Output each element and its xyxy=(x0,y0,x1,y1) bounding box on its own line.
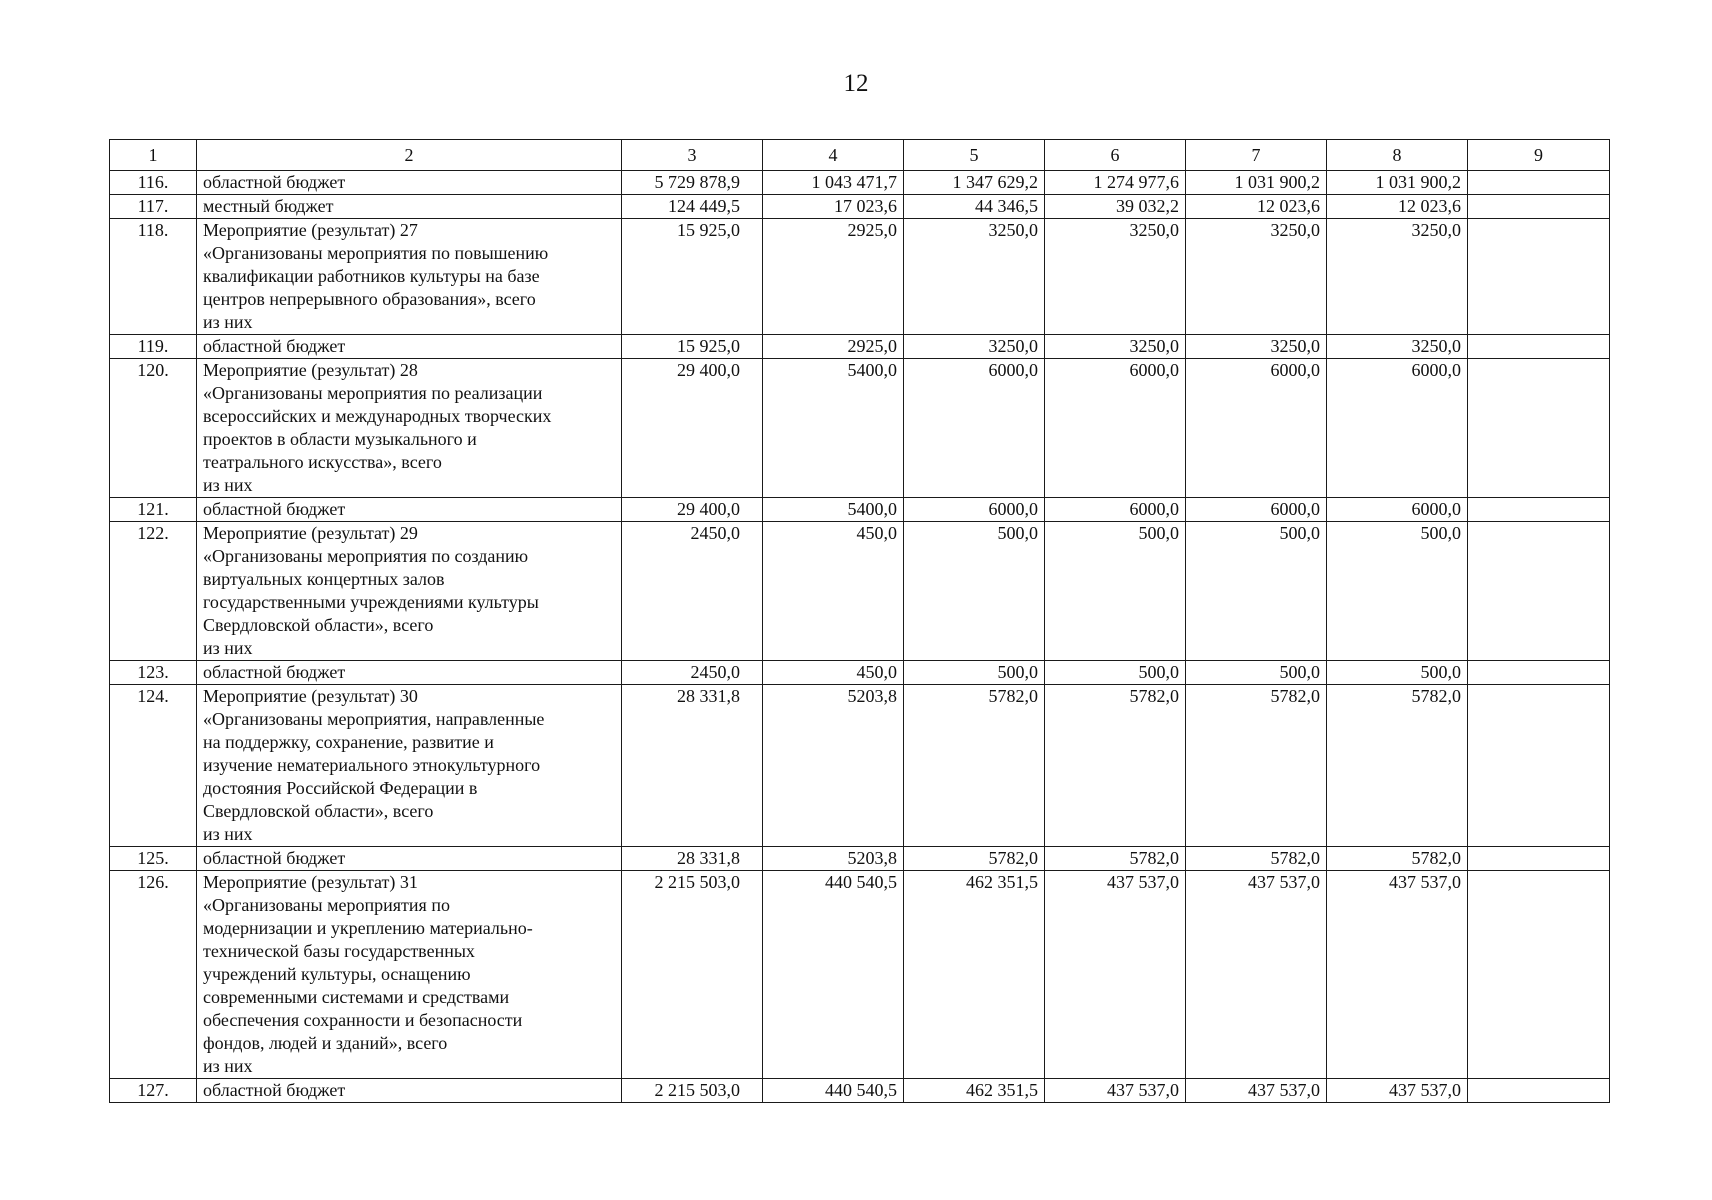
page-number: 12 xyxy=(843,70,869,97)
table-row xyxy=(110,359,1610,498)
description-line: из них xyxy=(203,638,253,658)
row-number: 127. xyxy=(110,1079,197,1103)
value-cell-col-8: 6000,0 xyxy=(1327,359,1468,498)
value-cell-col-7: 500,0 xyxy=(1186,661,1327,685)
table-row xyxy=(110,1079,1610,1103)
value-cell-col-8: 5782,0 xyxy=(1327,685,1468,847)
description-line: Мероприятие (результат) 31 xyxy=(203,872,418,892)
value-cell-col-7: 6000,0 xyxy=(1186,359,1327,498)
value-cell-col-5: 462 351,5 xyxy=(904,871,1045,1079)
value-cell-col-8: 500,0 xyxy=(1327,522,1468,661)
value-cell-col-9 xyxy=(1468,359,1610,498)
description-line: областной бюджет xyxy=(203,1080,346,1100)
description-line: изучение нематериального этнокультурного xyxy=(203,755,541,775)
table-body xyxy=(110,171,1610,1103)
row-description xyxy=(197,359,622,498)
description-line: «Организованы мероприятия по созданию xyxy=(203,546,529,566)
value-cell-col-4: 5203,8 xyxy=(763,685,904,847)
row-description xyxy=(197,522,622,661)
row-description xyxy=(197,685,622,847)
column-header: 7 xyxy=(1186,140,1327,171)
value-cell-col-6: 437 537,0 xyxy=(1045,1079,1186,1103)
table-row xyxy=(110,195,1610,219)
value-cell-col-6: 5782,0 xyxy=(1045,685,1186,847)
value-cell-col-5: 6000,0 xyxy=(904,498,1045,522)
description-line: Мероприятие (результат) 27 xyxy=(203,220,418,240)
description-line: современными системами и средствами xyxy=(203,987,510,1007)
description-line: местный бюджет xyxy=(203,196,334,216)
value-cell-col-7: 437 537,0 xyxy=(1186,871,1327,1079)
row-number: 117. xyxy=(110,195,197,219)
value-cell-col-4: 17 023,6 xyxy=(763,195,904,219)
value-cell-col-3: 29 400,0 xyxy=(622,498,763,522)
column-header: 4 xyxy=(763,140,904,171)
value-cell-col-3: 15 925,0 xyxy=(622,335,763,359)
description-line: учреждений культуры, оснащению xyxy=(203,964,471,984)
value-cell-col-6: 3250,0 xyxy=(1045,219,1186,335)
column-header: 1 xyxy=(110,140,197,171)
value-cell-col-3: 2450,0 xyxy=(622,522,763,661)
value-cell-col-5: 1 347 629,2 xyxy=(904,171,1045,195)
value-cell-col-6: 437 537,0 xyxy=(1045,871,1186,1079)
value-cell-col-3: 29 400,0 xyxy=(622,359,763,498)
value-cell-col-4: 2925,0 xyxy=(763,219,904,335)
row-number: 118. xyxy=(110,219,197,335)
row-description xyxy=(197,498,622,522)
value-cell-col-7: 3250,0 xyxy=(1186,219,1327,335)
value-cell-col-6: 500,0 xyxy=(1045,661,1186,685)
description-line: из них xyxy=(203,1056,253,1076)
description-line: всероссийских и международных творческих xyxy=(203,406,552,426)
value-cell-col-5: 5782,0 xyxy=(904,847,1045,871)
column-header: 2 xyxy=(197,140,622,171)
description-line: из них xyxy=(203,824,253,844)
description-line: на поддержку, сохранение, развитие и xyxy=(203,732,494,752)
description-line: областной бюджет xyxy=(203,172,346,192)
value-cell-col-8: 12 023,6 xyxy=(1327,195,1468,219)
table-row xyxy=(110,335,1610,359)
value-cell-col-4: 1 043 471,7 xyxy=(763,171,904,195)
value-cell-col-6: 39 032,2 xyxy=(1045,195,1186,219)
value-cell-col-9 xyxy=(1468,1079,1610,1103)
description-line: технической базы государственных xyxy=(203,941,475,961)
value-cell-col-8: 3250,0 xyxy=(1327,219,1468,335)
description-line: Свердловской области», всего xyxy=(203,801,434,821)
row-description xyxy=(197,195,622,219)
value-cell-col-4: 5400,0 xyxy=(763,498,904,522)
value-cell-col-3: 124 449,5 xyxy=(622,195,763,219)
value-cell-col-7: 5782,0 xyxy=(1186,847,1327,871)
row-number: 119. xyxy=(110,335,197,359)
column-header: 3 xyxy=(622,140,763,171)
description-line: достояния Российской Федерации в xyxy=(203,778,478,798)
description-line: Мероприятие (результат) 29 xyxy=(203,523,418,543)
value-cell-col-5: 3250,0 xyxy=(904,335,1045,359)
header-row xyxy=(110,140,1610,171)
row-description xyxy=(197,661,622,685)
value-cell-col-4: 440 540,5 xyxy=(763,871,904,1079)
value-cell-col-8: 437 537,0 xyxy=(1327,871,1468,1079)
row-number: 122. xyxy=(110,522,197,661)
description-line: областной бюджет xyxy=(203,848,346,868)
value-cell-col-4: 450,0 xyxy=(763,522,904,661)
description-line: «Организованы мероприятия по xyxy=(203,895,450,915)
value-cell-col-5: 6000,0 xyxy=(904,359,1045,498)
budget-table xyxy=(109,139,1610,1103)
description-line: обеспечения сохранности и безопасности xyxy=(203,1010,523,1030)
value-cell-col-9 xyxy=(1468,219,1610,335)
value-cell-col-6: 1 274 977,6 xyxy=(1045,171,1186,195)
description-line: модернизации и укреплению материально- xyxy=(203,918,533,938)
value-cell-col-9 xyxy=(1468,498,1610,522)
value-cell-col-3: 2 215 503,0 xyxy=(622,871,763,1079)
column-header: 5 xyxy=(904,140,1045,171)
row-description xyxy=(197,847,622,871)
value-cell-col-7: 437 537,0 xyxy=(1186,1079,1327,1103)
description-line: из них xyxy=(203,475,253,495)
description-line: фондов, людей и зданий», всего xyxy=(203,1033,448,1053)
value-cell-col-5: 462 351,5 xyxy=(904,1079,1045,1103)
value-cell-col-8: 5782,0 xyxy=(1327,847,1468,871)
column-header: 6 xyxy=(1045,140,1186,171)
row-description xyxy=(197,871,622,1079)
value-cell-col-8: 6000,0 xyxy=(1327,498,1468,522)
table-row xyxy=(110,498,1610,522)
value-cell-col-6: 500,0 xyxy=(1045,522,1186,661)
description-line: центров непрерывного образования», всего xyxy=(203,289,536,309)
row-description xyxy=(197,1079,622,1103)
value-cell-col-5: 3250,0 xyxy=(904,219,1045,335)
value-cell-col-5: 500,0 xyxy=(904,661,1045,685)
description-line: из них xyxy=(203,312,253,332)
description-line: Мероприятие (результат) 30 xyxy=(203,686,418,706)
column-header: 8 xyxy=(1327,140,1468,171)
value-cell-col-7: 1 031 900,2 xyxy=(1186,171,1327,195)
row-number: 123. xyxy=(110,661,197,685)
table-row xyxy=(110,661,1610,685)
value-cell-col-5: 500,0 xyxy=(904,522,1045,661)
table-row xyxy=(110,171,1610,195)
row-number: 124. xyxy=(110,685,197,847)
row-number: 120. xyxy=(110,359,197,498)
value-cell-col-9 xyxy=(1468,685,1610,847)
value-cell-col-9 xyxy=(1468,171,1610,195)
description-line: виртуальных концертных залов xyxy=(203,569,445,589)
table-row xyxy=(110,522,1610,661)
value-cell-col-3: 5 729 878,9 xyxy=(622,171,763,195)
value-cell-col-3: 2 215 503,0 xyxy=(622,1079,763,1103)
value-cell-col-4: 2925,0 xyxy=(763,335,904,359)
value-cell-col-9 xyxy=(1468,522,1610,661)
value-cell-col-4: 450,0 xyxy=(763,661,904,685)
value-cell-col-3: 28 331,8 xyxy=(622,685,763,847)
value-cell-col-7: 500,0 xyxy=(1186,522,1327,661)
row-number: 116. xyxy=(110,171,197,195)
value-cell-col-4: 5203,8 xyxy=(763,847,904,871)
value-cell-col-7: 6000,0 xyxy=(1186,498,1327,522)
value-cell-col-7: 12 023,6 xyxy=(1186,195,1327,219)
value-cell-col-5: 5782,0 xyxy=(904,685,1045,847)
value-cell-col-6: 3250,0 xyxy=(1045,335,1186,359)
value-cell-col-7: 5782,0 xyxy=(1186,685,1327,847)
description-line: «Организованы мероприятия по повышению xyxy=(203,243,549,263)
table-row xyxy=(110,871,1610,1079)
value-cell-col-8: 500,0 xyxy=(1327,661,1468,685)
row-description xyxy=(197,171,622,195)
value-cell-col-9 xyxy=(1468,195,1610,219)
description-line: Мероприятие (результат) 28 xyxy=(203,360,418,380)
value-cell-col-9 xyxy=(1468,335,1610,359)
description-line: театрального искусства», всего xyxy=(203,452,442,472)
description-line: «Организованы мероприятия по реализации xyxy=(203,383,543,403)
value-cell-col-7: 3250,0 xyxy=(1186,335,1327,359)
value-cell-col-3: 15 925,0 xyxy=(622,219,763,335)
row-description xyxy=(197,335,622,359)
description-line: областной бюджет xyxy=(203,336,346,356)
value-cell-col-8: 3250,0 xyxy=(1327,335,1468,359)
value-cell-col-8: 437 537,0 xyxy=(1327,1079,1468,1103)
row-description xyxy=(197,219,622,335)
value-cell-col-9 xyxy=(1468,661,1610,685)
description-line: областной бюджет xyxy=(203,499,346,519)
table-row xyxy=(110,219,1610,335)
table-row xyxy=(110,685,1610,847)
description-line: проектов в области музыкального и xyxy=(203,429,477,449)
value-cell-col-4: 440 540,5 xyxy=(763,1079,904,1103)
value-cell-col-4: 5400,0 xyxy=(763,359,904,498)
value-cell-col-8: 1 031 900,2 xyxy=(1327,171,1468,195)
description-line: государственными учреждениями культуры xyxy=(203,592,539,612)
description-line: квалификации работников культуры на базе xyxy=(203,266,540,286)
row-number: 125. xyxy=(110,847,197,871)
value-cell-col-6: 6000,0 xyxy=(1045,498,1186,522)
value-cell-col-3: 28 331,8 xyxy=(622,847,763,871)
value-cell-col-6: 6000,0 xyxy=(1045,359,1186,498)
row-number: 126. xyxy=(110,871,197,1079)
description-line: Свердловской области», всего xyxy=(203,615,434,635)
value-cell-col-3: 2450,0 xyxy=(622,661,763,685)
value-cell-col-5: 44 346,5 xyxy=(904,195,1045,219)
value-cell-col-6: 5782,0 xyxy=(1045,847,1186,871)
table-row xyxy=(110,847,1610,871)
description-line: областной бюджет xyxy=(203,662,346,682)
value-cell-col-9 xyxy=(1468,847,1610,871)
row-number: 121. xyxy=(110,498,197,522)
value-cell-col-9 xyxy=(1468,871,1610,1079)
description-line: «Организованы мероприятия, направленные xyxy=(203,709,545,729)
column-header: 9 xyxy=(1468,140,1610,171)
